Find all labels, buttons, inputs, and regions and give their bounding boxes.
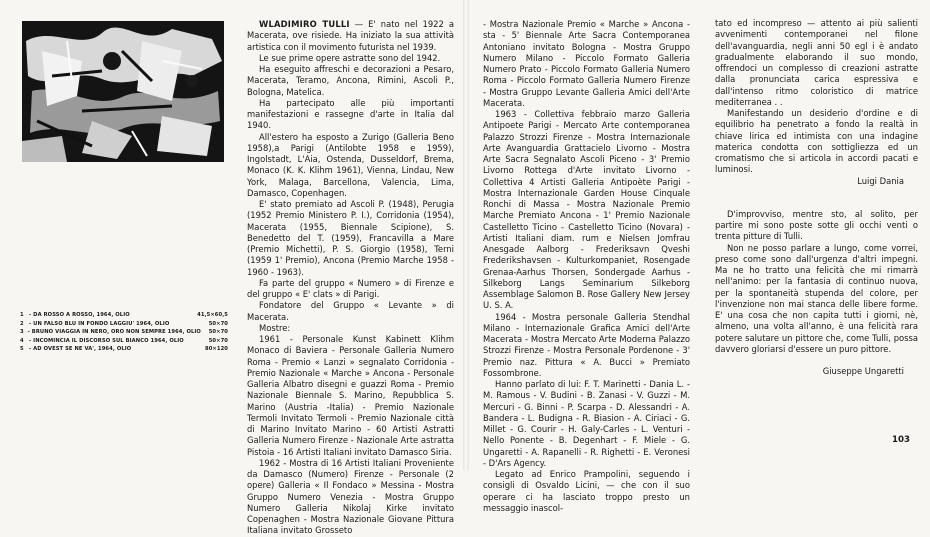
critique-ungaretti-p2: Non ne posso parlare a lungo, come vorrei, preso come sono dall'urgenza d'altri impegni. Ma ne ho tratto una felicità che mi rimarrà nell'animo: per la fantasia di continuo nuova, per la spontaneità stupenda del colore, per l'invenzione non mai stanca delle libere forme. E' una cosa che non capita tutti i giorni, nè, almeno, una volta all'anno, è una felicità rara potere salutare un pittore che, come Tulli, possa davvero gloriarsi d'essere un puro pittore.: [715, 242, 918, 354]
caption-dimensions: 41,5×60,5: [197, 312, 228, 318]
critique-dania-p2: Manifestando un desiderio d'ordine e di equilibrio ha penetrato a fondo la realtà in chiave lirica ed intimista con una indagine materica condotta con sottigliezza ed un cromatismo che si articola in accordi pacati e luminosi.: [715, 108, 918, 175]
bio-intro-paragraph: [247, 19, 454, 53]
bio-paragraph: Le sue prime opere astratte sono del 1942.: [259, 52, 441, 63]
paragraph-gap: [715, 198, 918, 209]
exhibitions-1961: 1961 - Personale Kunst Kabinett Klihm Monaco di Baviera - Personale Galleria Numero Roma - Premio « Lanzi » segnalato Corridonia - Premio Nazionale « Marche » Ancona - Personale Galleria Albatro disegni e guazzi Roma - Premio Nazionale Biennale S. Marino, Repubblica S. Marino (Austria -Italia) - Premio Nazionale Termoli Invitato Termoli - Premio Nazionale città di Marino Invitato Marino - 60 Artisti Astratti Galleria Numero Firenze - Nazionale Arte astratta Pistoia - 16 Artisti Italiani invitato Damasco Siria.: [247, 334, 454, 457]
exhibitions-heading: Mostre:: [259, 322, 291, 333]
exhibitions-1962: 1962 - Mostra di 16 Artisti Italiani Proveniente da Damasco (Numero) Firenze - Personale (2 opere) Galleria « Il Fondaco » Messina - Mostra Gruppo Numero Venezia - Mostra Gruppo Numero Galleria Nikolaj Kirke invitato Copenaghen - Mostra Nazionale Giovane Pittura Italiana invitato Grosseto: [247, 457, 454, 536]
biography-column-1: [247, 19, 454, 536]
caption-number: 1: [20, 312, 24, 318]
caption-number: 2: [20, 320, 24, 327]
caption-dimensions: 50×70: [208, 320, 228, 327]
exhibitions-1964: 1964 - Mostra personale Galleria Stendhal Milano - Internazionale Grafica Amici dell'Arte Macerata - Mostra Mercato Arte Moderna Palazzo Strozzi Firenze - Mostra Personale Pordenone - 3' Premio naz. Pittura « A. Bucci » Premiato Fossombrone.: [483, 311, 690, 378]
caption-dimensions: 50×70: [208, 337, 228, 344]
author-name: WLADIMIRO TULLI: [259, 19, 350, 29]
caption-row: [20, 320, 228, 329]
abstract-painting-image: [22, 21, 224, 162]
captions-list: [20, 311, 228, 354]
exhibitions-1962-cont: - Mostra Nazionale Premio « Marche » Ancona - sta - 5' Biennale Arte Sacra Contemporanea Antoniano invitato Bologna - Mostra Gruppo Numero Milano - Piccolo Formato Galleria Numero Prato - Piccolo Formato Galleria Numero Roma - Piccolo Formato Galleria Numero Firenze - Mostra Gruppo Levante Galleria Amici dell'Arte Macerata.: [483, 19, 690, 108]
signature-ungaretti: Giuseppe Ungaretti: [822, 366, 904, 376]
critique-dania-p1: tato ed incompreso — attento ai più salienti avvenimenti contemporanei nel filone dell'avanguardia, negli anni 50 egl i è andato gradualmente elaborando il suo mondo, offrendoci un complesso di creazioni astratte dalla pronunciata carica espressiva e dall'intenso ritmo coloristico di matrice mediterranea . .: [715, 18, 918, 107]
caption-number: 5: [20, 346, 24, 353]
biography-column-2: [483, 19, 690, 513]
page-number: 103: [892, 435, 910, 445]
critique-paragraph: Legato ad Enrico Prampolini, seguendo i consigli di Osvaldo Licini, — che con il suo operare ci ha lasciato troppo presto un messaggio inascol-: [483, 469, 690, 513]
critique-ungaretti-p1: D'improvviso, mentre sto, al solito, per partire mi sono poste sotte gli occhi venti o trenta pitture di Tulli.: [715, 208, 918, 242]
critics-paragraph: Hanno parlato di lui: F. T. Marinetti - Dania L. - M. Ramous - V. Budini - B. Zanasi - V. Guzzi - M. Mercuri - G. Binni - P. Scarpa - D. Alessandri - A. Bandera - L. Budigna - R. Biasion - A. Ciriaci - G. Millet - G. Courir - H. Galy-Carles - L. Venturi - Nello Ponente - B. Degenhart - F. Miele - G. Ungaretti - A. Rapanelli - R. Righetti - E. Veronesi - D'Ars Agency.: [483, 379, 690, 468]
caption-dimensions: 80×120: [205, 346, 228, 353]
caption-number: 4: [20, 337, 24, 344]
caption-row: [20, 337, 228, 346]
caption-row: [20, 345, 228, 354]
caption-title: - BRUNO VIAGGIA IN NERO, ORO NON SEMPRE 1964, OLIO: [27, 329, 201, 336]
painting-reproduction: [22, 21, 224, 162]
caption-row: [20, 311, 228, 320]
bio-paragraph: Fondatore del Gruppo « Levante » di Macerata.: [247, 300, 454, 322]
bio-intro-text: — E' nato nel 1922 a Macerata, ove risiede. Ha iniziato la sua attività artistica con il movimento futurista nel 1939.: [247, 19, 454, 52]
paragraph-gap: [715, 187, 918, 198]
bio-paragraph: Fa parte del gruppo « Numero » di Firenze e del gruppo « E' clats » di Parigi.: [247, 277, 454, 299]
caption-row: [20, 328, 228, 337]
exhibitions-1963: 1963 - Collettiva febbraio marzo Galleria Antipoete Parigi - Mercato Arte contemporanea Palazzo Strozzi Firenze - Mostra Internazionale Arte Avanguardia Grattacielo Livorno - Mostra Arte Sacra Segnalato Ascoli Piceno - 3' Premio Livorno Rottega d'Arte invitato Livorno - Collettiva 4 Artisti Galleria Antipoète Parigi - Mostra Internazionale Garden House Cinquale Ronchi di Massa - Mostra Nazionale Premio Marche Premiato Ancona - 1' Premio Nazionale Castelletto Ticino - Castelletto Ticino (Novara) - Artisti Italiani diam. rum e Nielsen Jomfrau Anesgade Aalborg - Frederiksavn Qveshi Frederikshavsen - Kulturkompaniet, Rosengade Grenaa-Aarhus Thorsen, Sondergade Aarhus - Silkeborg Langs Seminarium Silkeborg Assemblage Salomon B. Rose Gallery New Jersey U. S. A.: [483, 109, 690, 311]
bio-paragraph: Ha eseguito affreschi e decorazioni a Pesaro, Macerata, Teramo, Ancona, Rimini, Ascoli P., Bologna, Matelica.: [247, 64, 454, 97]
bio-paragraph: All'estero ha esposto a Zurigo (Galleria Beno 1958),a Parigi (Antilobte 1958 e 1959), Ingolstadt, L'Aia, Ostenda, Dusseldorf, Brema, Monaco (K. K. Klihm 1961), Vienna, Lindau, New York, Malaga, Barcellona, Valencia, Lima, Damasco, Copenhagen.: [247, 131, 454, 198]
critique-column: [715, 18, 918, 438]
caption-dimensions: 50×70: [208, 329, 228, 336]
bio-paragraph: Ha partecipato alle più importanti manifestazioni e rassegne d'arte in Italia dal 1940.: [247, 97, 454, 131]
bio-paragraph: E' stato premiato ad Ascoli P. (1948), Perugia (1952 Premio Ministero P. I.), Corridonia (1954), Macerata (1955, Biennale Scipione), S. Benedetto del T. (1959), Francavilla a Mare (Premio Michetti), P. S. Giorgio (1958), Terni (1959 1' Premio), Ancona (Premio Marche 1958 - 1960 - 1963).: [247, 199, 454, 277]
signature-dania: Luigi Dania: [857, 175, 904, 186]
caption-title: - AD OVEST SE NE VA', 1964, OLIO: [29, 346, 132, 353]
caption-number: 3: [20, 329, 24, 336]
caption-title: - INCOMINCIA IL DISCORSO SUL BIANCO 1964, OLIO: [29, 337, 184, 344]
caption-title: - UN FALSO BLU IN FONDO LAGGIU' 1964, OLIO: [29, 320, 170, 327]
book-spine: [463, 0, 469, 470]
caption-title: - DA ROSSO A ROSSO, 1964, OLIO: [29, 312, 130, 318]
paragraph-gap: [715, 355, 918, 366]
